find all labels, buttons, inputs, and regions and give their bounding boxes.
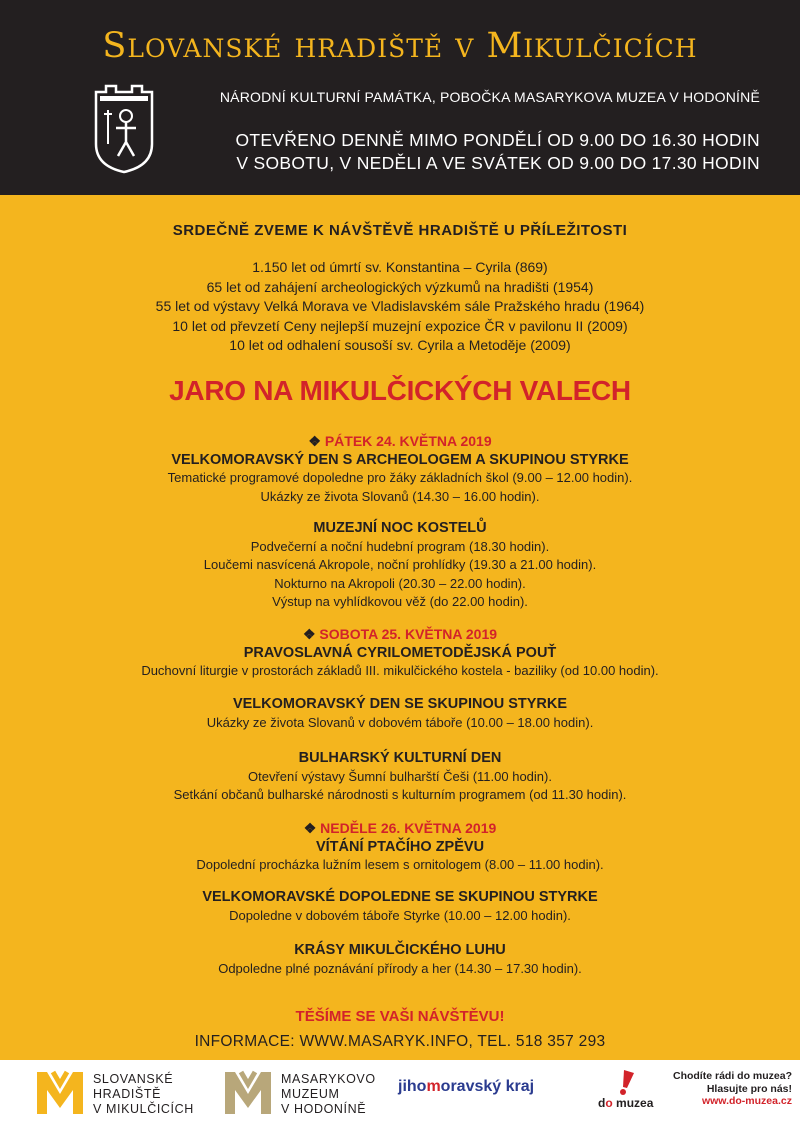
event-block [0,819,800,875]
event-block [0,749,800,805]
mm-monogram-icon [35,1068,85,1116]
logo-line: V HODONÍNĚ [281,1102,367,1116]
event-detail: Loučemi nasvícená Akropole, noční prohlídky (19.30 a 21.00 hodin). [203,557,597,572]
closing-line: TĚŠÍME SE VAŠI NÁVŠTĚVU! [295,1008,505,1025]
logo-line: SLOVANSKÉ [93,1072,174,1086]
event-block [0,432,800,506]
anniversary-item: 1.150 let od úmrtí sv. Konstantina – Cyrila (869) [252,259,548,275]
invitation-heading: SRDEČNĚ ZVEME K NÁVŠTĚVĚ HRADIŠTĚ U PŘÍLEŽITOSTI [172,222,628,239]
hours-line-1: OTEVŘENO DENNĚ MIMO PONDĚLÍ OD 9.00 DO 16.30 HODIN [235,130,760,150]
footer [0,1060,800,1130]
main-content [0,195,800,1060]
contact-info: INFORMACE: WWW.MASARYK.INFO, TEL. 518 357 293 [194,1033,606,1050]
event-title: BULHARSKÝ KULTURNÍ DEN [298,750,502,766]
event-detail: Setkání občanů bulharské národnosti s kulturním programem (od 11.30 hodin). [173,787,627,802]
event-detail: Tematické programové dopoledne pro žáky základních škol (9.00 – 12.00 hodin). [167,470,633,485]
diamond-bullet-icon: ❖ [302,626,316,642]
logo-line: MASARYKOVO [281,1072,376,1086]
anniversary-item: 10 let od odhalení sousoší sv. Cyrila a Metoděje (2009) [229,337,571,353]
event-detail: Nokturno na Akropoli (20.30 – 22.00 hodin). [274,575,526,591]
event-detail: Ukázky ze života Slovanů (14.30 – 16.00 hodin). [260,488,540,504]
promo-line: Chodíte rádi do muzea? [672,1070,792,1082]
event-block [0,695,800,732]
event-detail: Odpoledne plné poznávání přírody a her (14.30 – 17.30 hodin). [218,960,582,976]
event-title: VÍTÁNÍ PTAČÍHO ZPĚVU [315,838,485,855]
event-title: KRÁSY MIKULČICKÉHO LUHU [294,942,506,958]
event-title: PRAVOSLAVNÁ CYRILOMETODĚJSKÁ POUŤ [243,644,557,661]
program-heading: JARO NA MIKULČICKÝCH VALECH [169,375,631,406]
event-title: VELKOMORAVSKÉ DOPOLEDNE SE SKUPINOU STYRKE [202,889,598,905]
anniversary-item: 55 let od výstavy Velká Morava ve Vladislavském sále Pražského hradu (1964) [155,298,645,314]
opening-hours [180,129,760,175]
event-date: ❖ NEDĚLE 26. KVĚTNA 2019 [303,820,497,836]
event-detail: Dopolední procházka lužním lesem s ornitologem (8.00 – 11.00 hodin). [196,857,604,872]
do-muzea-logo: do muzea [598,1070,668,1116]
event-block [0,941,800,978]
jihomoravsky-kraj-logo: jihomoravský kraj [398,1078,535,1095]
header-band [0,0,800,195]
event-detail: Výstup na vyhlídkovou věž (do 22.00 hodin). [272,594,528,609]
event-detail: Otevření výstavy Šumní bulharští Češi (11.00 hodin). [248,768,552,784]
event-title: VELKOMORAVSKÝ DEN S ARCHEOLOGEM A SKUPINOU STYRKE [171,451,629,468]
anniversary-list [0,258,800,356]
logo-line: HRADIŠTĚ [93,1087,162,1101]
subtitle: NÁRODNÍ KULTURNÍ PAMÁTKA, POBOČKA MASARYKOVA MUZEA V HODONÍNĚ [219,89,760,105]
diamond-bullet-icon: ❖ [303,820,317,836]
event-detail: Podvečerní a noční hudební program (18.30 hodin). [250,538,550,554]
anniversary-item: 10 let od převzetí Ceny nejlepší muzejní expozice ČR v pavilonu II (2009) [172,317,628,334]
event-block [0,519,800,612]
event-detail: Duchovní liturgie v prostorách základů III. mikulčického kostela - baziliky (od 10.00 hodin). [141,663,659,678]
vote-promo [670,1070,792,1108]
diamond-bullet-icon: ❖ [308,433,321,449]
event-block [0,888,800,925]
logo-line: MUZEUM [281,1087,340,1101]
event-block [0,625,800,681]
promo-url[interactable]: www.do-muzea.cz [701,1095,792,1107]
mm-monogram-icon [223,1068,273,1116]
event-detail: Dopoledne v dobovém táboře Styrke (10.00 – 12.00 hodin). [229,907,571,923]
logo-line: V MIKULČICÍCH [93,1102,194,1116]
hours-line-2: V SOBOTU, V NEDĚLI A VE SVÁTEK OD 9.00 DO 17.30 HODIN [236,153,760,173]
event-title: VELKOMORAVSKÝ DEN SE SKUPINOU STYRKE [232,696,568,712]
event-date: ❖ PÁTEK 24. KVĚTNA 2019 [308,433,492,449]
event-detail: Ukázky ze života Slovanů v dobovém táboře (10.00 – 18.00 hodin). [206,714,594,730]
promo-line: Hlasujte pro nás! [706,1082,792,1095]
event-date: ❖ SOBOTA 25. KVĚTNA 2019 [302,626,498,642]
heraldic-shield-icon [92,84,156,174]
exclamation-icon [612,1070,636,1096]
event-title: MUZEJNÍ NOC KOSTELŮ [313,520,487,536]
anniversary-item: 65 let od zahájení archeologických výzkumů na hradišti (1954) [206,278,594,295]
poster-title: Slovanské hradiště v Mikulčicích [102,26,698,66]
